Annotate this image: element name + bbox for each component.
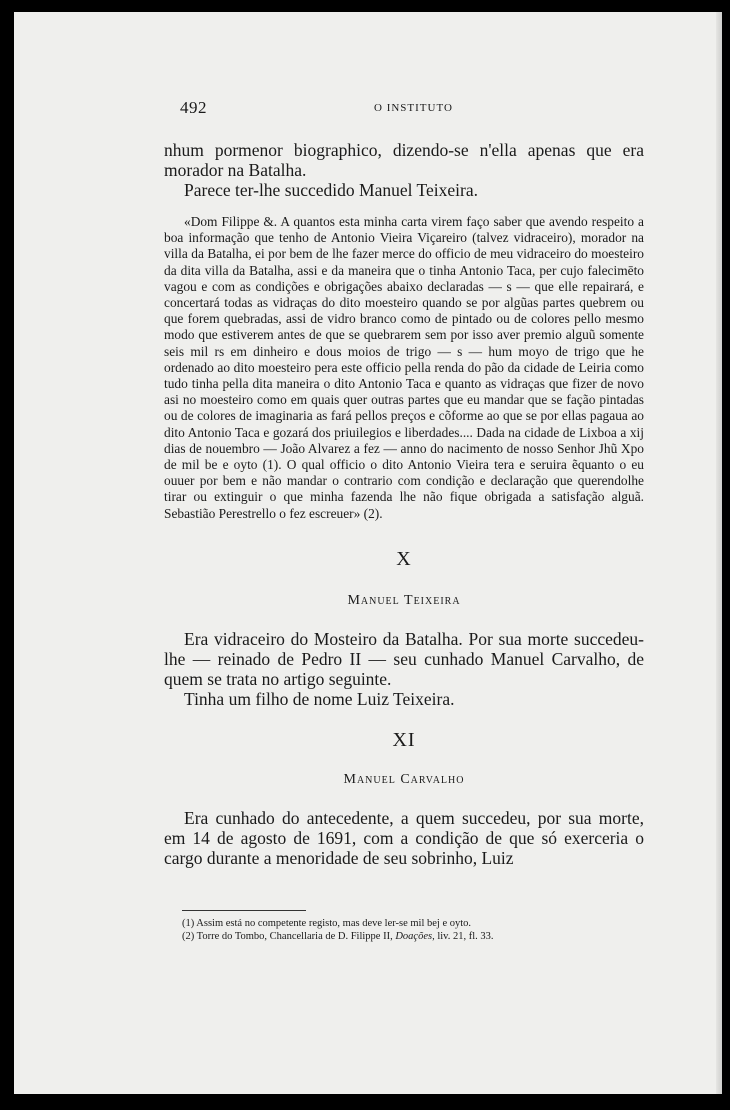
section-xi-numeral: XI <box>392 728 416 751</box>
section-x-paragraph: Era vidraceiro do Mosteiro da Batalha. Por sua morte succedeu-lhe — reinado de Pedro II — seu cunhado Manuel Carvalho, de quem se trata no artigo seguinte. <box>164 628 644 689</box>
section-x-numeral: X <box>396 547 412 570</box>
royal-charter-quote: «Dom Filippe &. A quantos esta minha carta virem faço saber que avendo respeito a boa informação que tenho de Antonio Vieira Viçareiro (talvez vidraceiro), morador na villa da Batalha, ei por bem de lhe fazer merce do officio de meu vidraceiro do moesteiro da dita villa da Batalha, assi e da maneira que o tinha Antonio Taca, per cujo falecimēto vagou e com as condições e obrigações abaixo declaradas — s — que elle repairará, e concertará todas as vidraças do dito moesteiro quando se por algũas partes quebrem ou que forem quebradas, assi de vidro branco como de pintado ou de colores pello mesmo modo que estiverem antes de que se quebrarem sem por isso aver premio alguũ somente seis mil rs em dinheiro e dous moios de trigo — s — hum moyo de trigo que he ordenado ao dito moesteiro pera este officio pella renda do pão da cidade de Leiria como tudo tinha pella dita maneira o dito Antonio Taca e quanto as vidraças que fizer de novo asi no moesteiro como em quais quer outras partes que eu mandar que se fação pintadas ou de colores de imaginaria as fará pellos preços e cõforme ao que se por ellas pagaua ao dito Antonio Taca e gozará dos priuilegios e liberdades.... Dada na cidade de Lixboa a xij dias de nouembro — João Alvarez a fez — anno do nacimento de nosso Senhor Jhũ Xpo de mil be e oyto (1). O qual officio o dito Antonio Vieira tera e seruira ẽquanto o eu ouuer por bem e não mandar o contrario com condição e declaração que querendolhe tirar ou extinguir o que minha fazenda lhe não fique obrigada a satisfação alguã. Sebastião Perestrello o fez escreuer» (2). <box>164 214 644 521</box>
footnotes <box>182 917 644 943</box>
footnote-rule <box>182 910 306 911</box>
page-edge-shadow <box>716 12 722 1094</box>
intro-paragraph: nhum pormenor biographico, dizendo-se n'ella apenas que era morador na Batalha. <box>164 140 644 180</box>
page-number: 492 <box>180 98 207 117</box>
section-xi-paragraph: Era cunhado do antecedente, a quem succedeu, por sua morte, em 14 de agosto de 1691, com a condição de que só exerceria o cargo durante a menoridade de seu sobrinho, Luiz <box>164 807 644 868</box>
section-x-son-line: Tinha um filho de nome Luiz Teixeira. <box>184 688 455 709</box>
intro-succession-line: Parece ter-lhe succedido Manuel Teixeira. <box>184 180 479 200</box>
section-x-title: Manuel Teixeira <box>347 592 461 608</box>
scanned-page <box>14 12 722 1094</box>
footnote-1: (1) Assim está no competente registo, mas deve ler-se mil bej e oyto. <box>182 917 472 929</box>
footnote-2-prefix: (2) Torre do Tombo, Chancellaria de D. Filippe II, <box>182 930 396 942</box>
section-xi-title: Manuel Carvalho <box>343 771 465 787</box>
footnote-2-italic: Doações, <box>395 930 435 942</box>
footnote-2-suffix: liv. 21, fl. 33. <box>434 930 494 942</box>
page-content <box>164 96 644 943</box>
footnote-2 <box>182 930 644 943</box>
journal-title: O INSTITUTO <box>374 102 453 114</box>
running-head <box>164 96 644 122</box>
